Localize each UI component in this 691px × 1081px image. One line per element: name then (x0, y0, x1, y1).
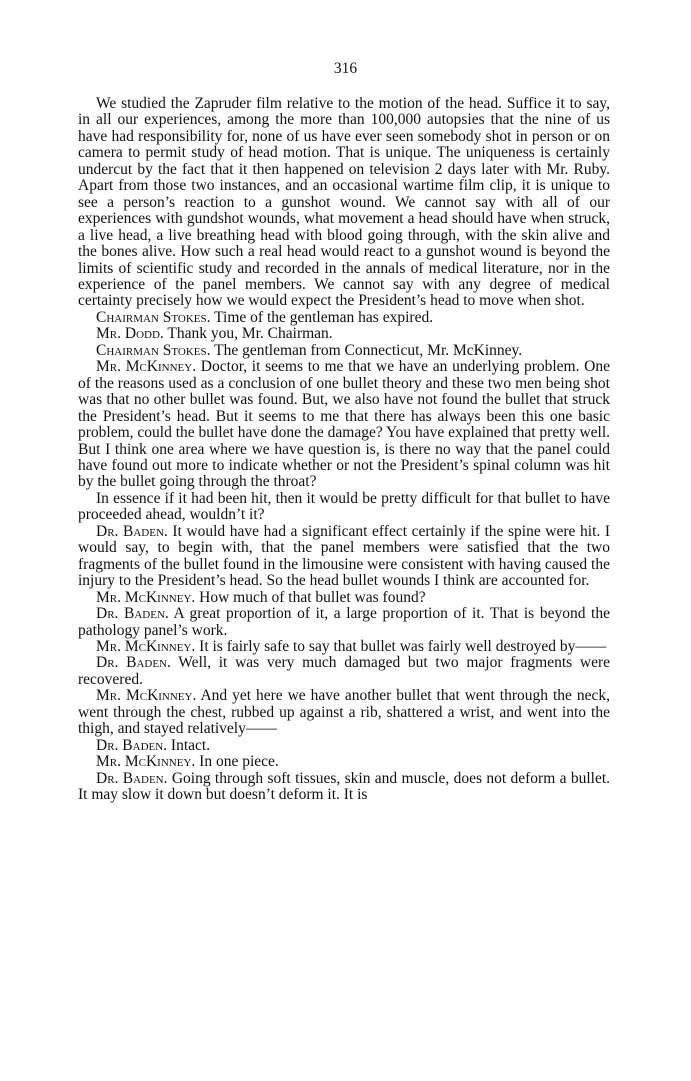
paragraph (78, 754, 610, 770)
speaker-name: Chairman Stokes. (96, 308, 211, 326)
speaker-name: Mr. Dodd. (96, 325, 164, 343)
paragraph-text: In essence if it had been hit, then it would be pretty difficult for that bullet to have proceeded ahead, wouldn’t it? (78, 489, 610, 524)
speaker-name: Dr. Baden. (96, 769, 168, 787)
speaker-name: Dr. Baden. (96, 654, 171, 672)
paragraph (78, 491, 610, 524)
paragraph-text: A great proportion of it, a large proportion of it. That is beyond the pathology panel’s work. (78, 605, 610, 639)
paragraph (78, 590, 610, 606)
paragraph-text: The gentleman from Connecticut, Mr. McKinney. (210, 341, 523, 359)
speaker-name: Dr. Baden. (96, 522, 168, 540)
paragraph (78, 343, 610, 359)
paragraph-text: It is fairly safe to say that bullet was fairly well destroyed by—— (195, 637, 607, 655)
paragraph (78, 771, 610, 804)
speaker-name: Dr. Baden. (96, 736, 168, 754)
speaker-name: Mr. McKinney. (96, 588, 196, 606)
paragraph-text: In one piece. (195, 753, 279, 771)
paragraph-text: How much of that bullet was found? (195, 588, 426, 606)
paragraph-text: We studied the Zapruder film relative to the motion of the head. Suffice it to say, in all our experiences, among the more than 100,000 autopsies that the nine of us have had responsibility for, none of us have ever seen somebody shot in person or on camera to permit study of head motion. That is unique. The uniqueness is certainly undercut by the fact that it then happened on television 2 days later with Mr. Ruby. Apart from those two instances, and an occasional wartime film clip, it is unique to see a person’s reaction to a gunshot wound. We cannot say with all of our experiences with gundshot wounds, what movement a head should have when struck, a live head, a live breathing head with blood going through, with the skin alive and the bones alive. How such a real head would react to a gunshot wound is beyond the limits of scientific study and recorded in the annals of medical literature, nor in the experience of the panel members. We cannot say with any degree of medical certainty precisely how we would expect the President’s head to move when shot. (78, 95, 610, 310)
paragraph (78, 639, 610, 655)
paragraph (78, 655, 610, 688)
speaker-name: Mr. McKinney. (96, 637, 196, 655)
speaker-name: Mr. McKinney. (96, 687, 197, 705)
paragraph (78, 688, 610, 737)
paragraph (78, 524, 610, 590)
paragraph (78, 606, 610, 639)
paragraph-text: Going through soft tissues, skin and muscle, does not deform a bullet. It may slow it down but doesn’t deform it. It is (78, 769, 610, 804)
paragraph (78, 359, 610, 491)
paragraph-text: Intact. (167, 736, 211, 754)
hearing-transcript (78, 96, 610, 803)
page-number: 316 (333, 60, 358, 77)
speaker-name: Dr. Baden. (96, 605, 169, 623)
speaker-name: Mr. McKinney. (96, 358, 197, 376)
paragraph (78, 326, 610, 342)
paragraph-text: Thank you, Mr. Chairman. (163, 325, 333, 343)
paragraph-text: Doctor, it seems to me that we have an underlying problem. One of the reasons used as a conclusion of one bullet theory and these two men being shot was that no other bullet was found. But, we also have not found the bullet that struck the President’s head. But it seems to me that there has always been this one basic problem, could the bullet have done the damage? You have explained that pretty well. But I think one area where we have question is, is there no way that the panel could have found out more to indicate whether or not the President’s spinal column was hit by the bullet going through the throat? (78, 358, 611, 491)
paragraph-text: Time of the gentleman has expired. (210, 308, 434, 326)
paragraph (78, 310, 610, 326)
speaker-name: Chairman Stokes. (96, 341, 211, 359)
paragraph (78, 738, 610, 754)
paragraph-text: Well, it was very much damaged but two major fragments were recovered. (78, 654, 610, 688)
paragraph (78, 96, 610, 310)
paragraph-text: And yet here we have another bullet that went through the neck, went through the chest, rubbed up against a rib, shattered a wrist, and went into the thigh, and stayed relatively—— (78, 687, 610, 738)
paragraph-text: It would have had a significant effect certainly if the spine were hit. I would say, to begin with, that the panel members were satisfied that the two fragments of the bullet found in the limousine were consistent with having caused the injury to the President’s head. So the head bullet wounds I think are accounted for. (78, 522, 610, 590)
speaker-name: Mr. McKinney. (96, 753, 196, 771)
